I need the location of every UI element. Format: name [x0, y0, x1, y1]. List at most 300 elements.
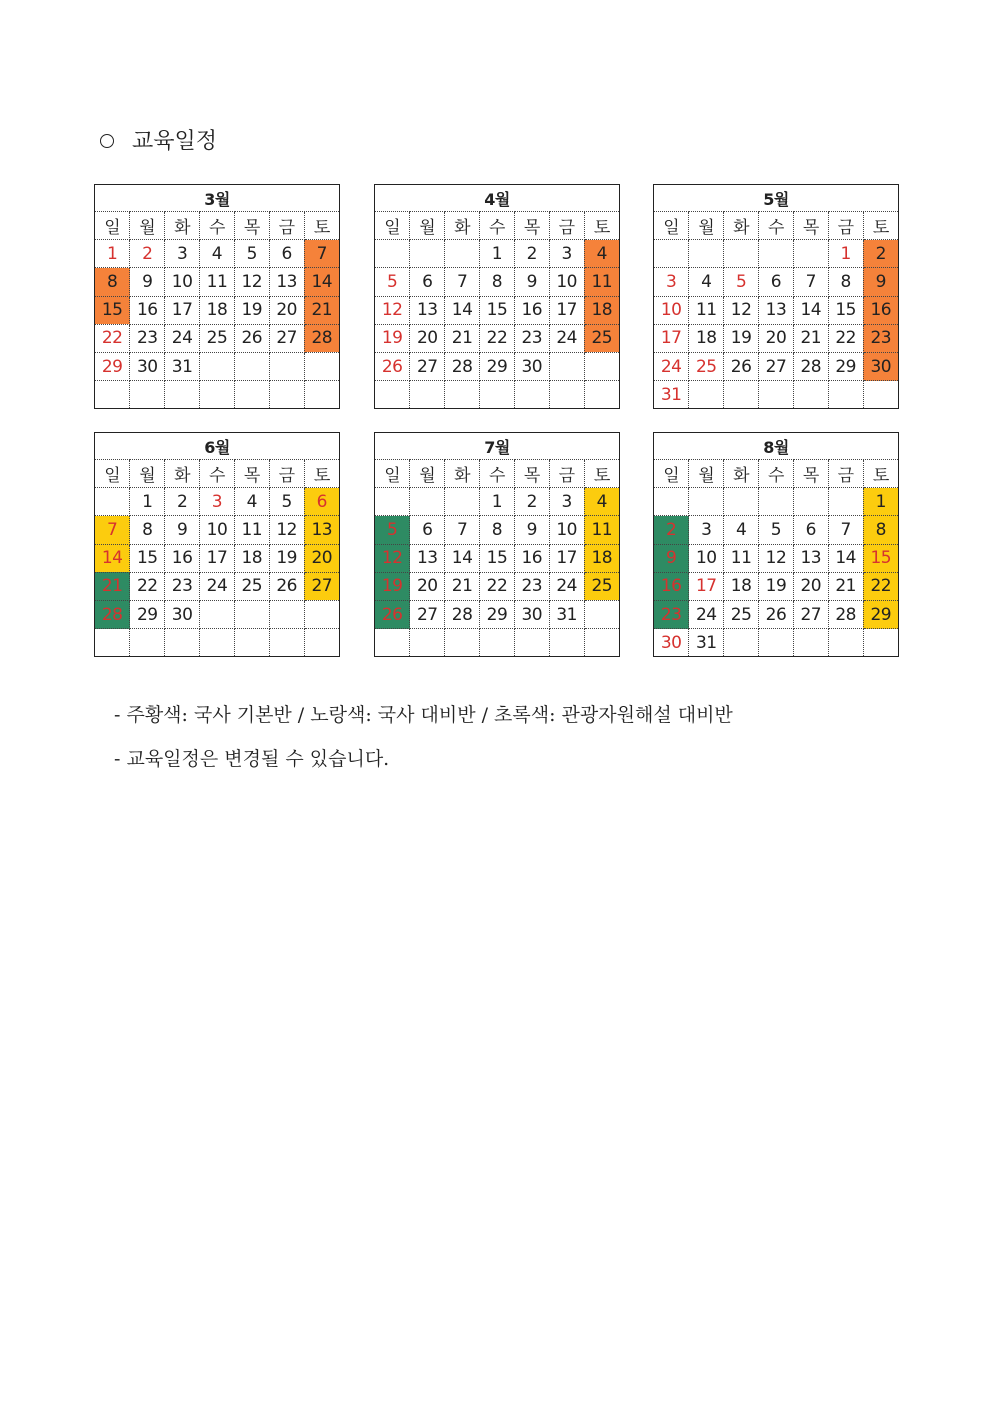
day-cell: 3	[654, 268, 689, 296]
day-cell: 3	[549, 488, 584, 516]
day-cell: 7	[304, 240, 339, 268]
day-cell: 7	[828, 516, 863, 544]
weekday-header: 월	[689, 212, 724, 240]
week-row	[375, 381, 619, 409]
day-cell	[234, 600, 269, 628]
day-cell	[445, 240, 480, 268]
day-cell: 12	[269, 516, 304, 544]
day-cell: 30	[863, 352, 898, 380]
day-cell: 17	[200, 544, 235, 572]
day-cell: 4	[584, 240, 619, 268]
day-cell	[480, 629, 515, 657]
day-cell: 29	[828, 352, 863, 380]
day-cell: 17	[549, 296, 584, 324]
day-cell: 18	[584, 296, 619, 324]
week-row	[654, 572, 898, 600]
day-cell: 8	[480, 268, 515, 296]
day-cell: 10	[549, 268, 584, 296]
day-cell: 12	[234, 268, 269, 296]
day-cell: 22	[863, 572, 898, 600]
day-cell: 16	[654, 572, 689, 600]
day-cell: 5	[269, 488, 304, 516]
month-label: 6월	[95, 433, 339, 460]
day-cell: 15	[828, 296, 863, 324]
week-row	[654, 516, 898, 544]
day-cell	[724, 488, 759, 516]
day-cell	[863, 629, 898, 657]
day-cell	[200, 629, 235, 657]
day-cell: 30	[165, 600, 200, 628]
week-row	[375, 352, 619, 380]
day-cell: 24	[549, 324, 584, 352]
month-calendar	[653, 184, 899, 409]
day-cell: 11	[584, 268, 619, 296]
day-cell: 21	[793, 324, 828, 352]
day-cell: 9	[514, 268, 549, 296]
day-cell: 21	[828, 572, 863, 600]
day-cell	[793, 240, 828, 268]
weekday-header: 수	[480, 212, 515, 240]
day-cell: 1	[863, 488, 898, 516]
day-cell	[375, 629, 410, 657]
day-cell: 31	[654, 381, 689, 409]
weekday-header: 금	[828, 460, 863, 488]
day-cell: 10	[549, 516, 584, 544]
day-cell: 19	[724, 324, 759, 352]
week-row	[654, 324, 898, 352]
day-cell	[828, 488, 863, 516]
week-row	[654, 600, 898, 628]
week-row	[375, 296, 619, 324]
week-row	[95, 544, 339, 572]
day-cell: 21	[304, 296, 339, 324]
week-row	[375, 572, 619, 600]
day-cell: 6	[759, 268, 794, 296]
day-cell: 28	[793, 352, 828, 380]
day-cell: 4	[200, 240, 235, 268]
day-cell: 25	[689, 352, 724, 380]
day-cell: 23	[514, 324, 549, 352]
day-cell: 16	[514, 296, 549, 324]
day-cell: 27	[269, 324, 304, 352]
day-cell: 20	[410, 572, 445, 600]
day-cell: 29	[130, 600, 165, 628]
day-cell: 7	[445, 268, 480, 296]
day-cell: 27	[304, 572, 339, 600]
day-cell: 3	[549, 240, 584, 268]
weekday-header: 수	[759, 460, 794, 488]
day-cell: 21	[95, 572, 130, 600]
day-cell: 7	[445, 516, 480, 544]
day-cell: 4	[724, 516, 759, 544]
day-cell: 15	[130, 544, 165, 572]
weekday-header: 일	[95, 212, 130, 240]
day-cell: 2	[654, 516, 689, 544]
day-cell: 11	[234, 516, 269, 544]
month-label: 3월	[95, 185, 339, 212]
day-cell: 22	[95, 324, 130, 352]
day-cell: 19	[375, 572, 410, 600]
day-cell: 6	[269, 240, 304, 268]
weekday-header: 토	[304, 212, 339, 240]
day-cell: 29	[480, 352, 515, 380]
day-cell: 13	[410, 296, 445, 324]
day-cell	[549, 381, 584, 409]
day-cell	[375, 240, 410, 268]
day-cell: 9	[165, 516, 200, 544]
day-cell: 10	[200, 516, 235, 544]
day-cell	[654, 488, 689, 516]
week-row	[95, 516, 339, 544]
day-cell	[759, 488, 794, 516]
day-cell: 22	[480, 324, 515, 352]
day-cell: 28	[95, 600, 130, 628]
day-cell: 23	[863, 324, 898, 352]
day-cell	[759, 381, 794, 409]
weekday-header: 토	[863, 460, 898, 488]
day-cell	[445, 381, 480, 409]
day-cell: 28	[445, 600, 480, 628]
day-cell: 13	[304, 516, 339, 544]
day-cell: 25	[724, 600, 759, 628]
month-calendar	[374, 184, 620, 409]
day-cell: 21	[445, 324, 480, 352]
day-cell: 8	[863, 516, 898, 544]
day-cell: 5	[759, 516, 794, 544]
week-row	[654, 544, 898, 572]
day-cell	[269, 600, 304, 628]
day-cell	[724, 381, 759, 409]
day-cell	[863, 381, 898, 409]
day-cell: 17	[654, 324, 689, 352]
day-cell	[480, 381, 515, 409]
day-cell	[410, 488, 445, 516]
weekday-header: 토	[584, 460, 619, 488]
day-cell: 17	[165, 296, 200, 324]
day-cell	[410, 240, 445, 268]
day-cell: 27	[410, 600, 445, 628]
month-label: 8월	[654, 433, 898, 460]
week-row	[375, 324, 619, 352]
day-cell: 19	[269, 544, 304, 572]
day-cell: 12	[759, 544, 794, 572]
day-cell	[584, 600, 619, 628]
weekday-header: 수	[759, 212, 794, 240]
day-cell: 30	[514, 600, 549, 628]
day-cell: 28	[304, 324, 339, 352]
week-row	[654, 268, 898, 296]
day-cell	[234, 629, 269, 657]
day-cell: 5	[375, 268, 410, 296]
weekday-header: 화	[165, 212, 200, 240]
month-label: 5월	[654, 185, 898, 212]
day-cell: 27	[759, 352, 794, 380]
week-row	[654, 381, 898, 409]
day-cell: 4	[689, 268, 724, 296]
day-cell: 11	[584, 516, 619, 544]
day-cell: 29	[863, 600, 898, 628]
weekday-header: 목	[514, 460, 549, 488]
day-cell	[269, 629, 304, 657]
day-cell: 4	[584, 488, 619, 516]
day-cell: 6	[410, 268, 445, 296]
weekday-header: 토	[863, 212, 898, 240]
weekday-header: 화	[724, 460, 759, 488]
day-cell: 7	[95, 516, 130, 544]
day-cell: 26	[269, 572, 304, 600]
day-cell	[95, 381, 130, 409]
notes	[114, 700, 733, 788]
day-cell	[375, 488, 410, 516]
day-cell: 9	[514, 516, 549, 544]
day-cell: 19	[759, 572, 794, 600]
weekday-header: 수	[200, 212, 235, 240]
weekday-header: 화	[445, 212, 480, 240]
month-calendar	[653, 432, 899, 657]
day-cell	[793, 629, 828, 657]
week-row	[654, 240, 898, 268]
weekday-header: 월	[410, 212, 445, 240]
day-cell: 20	[269, 296, 304, 324]
legend-note: - 주황색: 국사 기본반 / 노랑색: 국사 대비반 / 초록색: 관광자원해설 대비반	[114, 704, 733, 726]
day-cell	[95, 488, 130, 516]
day-cell: 31	[549, 600, 584, 628]
week-row	[375, 629, 619, 657]
day-cell: 3	[200, 488, 235, 516]
day-cell	[269, 352, 304, 380]
week-row	[95, 600, 339, 628]
day-cell: 27	[410, 352, 445, 380]
day-cell: 1	[130, 488, 165, 516]
day-cell	[828, 629, 863, 657]
day-cell: 15	[480, 296, 515, 324]
weekday-header: 월	[689, 460, 724, 488]
day-cell	[584, 381, 619, 409]
day-cell	[234, 381, 269, 409]
day-cell: 25	[584, 324, 619, 352]
day-cell	[759, 240, 794, 268]
day-cell: 21	[445, 572, 480, 600]
week-row	[375, 516, 619, 544]
day-cell: 12	[375, 296, 410, 324]
month-label: 7월	[375, 433, 619, 460]
day-cell: 31	[689, 629, 724, 657]
day-cell: 3	[165, 240, 200, 268]
day-cell	[549, 352, 584, 380]
weekday-header: 수	[200, 460, 235, 488]
day-cell: 13	[793, 544, 828, 572]
day-cell: 16	[130, 296, 165, 324]
weekday-header: 화	[165, 460, 200, 488]
day-cell	[514, 381, 549, 409]
day-cell: 23	[130, 324, 165, 352]
day-cell	[165, 629, 200, 657]
day-cell	[165, 381, 200, 409]
week-row	[654, 629, 898, 657]
day-cell: 19	[375, 324, 410, 352]
weekday-header: 일	[654, 460, 689, 488]
week-row	[375, 600, 619, 628]
day-cell	[304, 600, 339, 628]
day-cell	[130, 629, 165, 657]
day-cell: 1	[828, 240, 863, 268]
weekday-header: 수	[480, 460, 515, 488]
day-cell: 10	[165, 268, 200, 296]
day-cell: 29	[480, 600, 515, 628]
day-cell	[654, 240, 689, 268]
day-cell: 1	[95, 240, 130, 268]
day-cell: 5	[375, 516, 410, 544]
day-cell: 2	[514, 240, 549, 268]
week-row	[95, 488, 339, 516]
day-cell: 3	[689, 516, 724, 544]
day-cell: 27	[793, 600, 828, 628]
day-cell	[269, 381, 304, 409]
day-cell: 20	[759, 324, 794, 352]
weekday-header: 화	[445, 460, 480, 488]
weekday-header: 금	[549, 460, 584, 488]
day-cell: 9	[654, 544, 689, 572]
week-row	[95, 296, 339, 324]
day-cell: 24	[200, 572, 235, 600]
day-cell: 26	[234, 324, 269, 352]
weekday-header: 토	[304, 460, 339, 488]
week-row	[95, 324, 339, 352]
day-cell: 16	[165, 544, 200, 572]
day-cell: 11	[724, 544, 759, 572]
day-cell	[689, 381, 724, 409]
day-cell	[759, 629, 794, 657]
day-cell	[130, 381, 165, 409]
day-cell: 4	[234, 488, 269, 516]
day-cell	[304, 629, 339, 657]
day-cell: 7	[793, 268, 828, 296]
day-cell: 25	[200, 324, 235, 352]
day-cell	[200, 600, 235, 628]
weekday-header: 일	[375, 212, 410, 240]
day-cell: 13	[269, 268, 304, 296]
day-cell	[445, 488, 480, 516]
day-cell: 6	[410, 516, 445, 544]
day-cell: 24	[549, 572, 584, 600]
day-cell: 17	[549, 544, 584, 572]
day-cell: 28	[445, 352, 480, 380]
day-cell: 12	[375, 544, 410, 572]
day-cell: 30	[130, 352, 165, 380]
day-cell	[793, 488, 828, 516]
day-cell: 2	[863, 240, 898, 268]
title-text: 교육일정	[132, 129, 218, 154]
day-cell: 15	[95, 296, 130, 324]
day-cell: 23	[654, 600, 689, 628]
day-cell: 10	[654, 296, 689, 324]
day-cell: 31	[165, 352, 200, 380]
day-cell: 8	[130, 516, 165, 544]
circle-bullet-icon	[100, 134, 114, 148]
day-cell: 5	[724, 268, 759, 296]
day-cell: 14	[445, 544, 480, 572]
day-cell	[724, 629, 759, 657]
day-cell: 20	[304, 544, 339, 572]
day-cell: 25	[584, 572, 619, 600]
weekday-header: 목	[234, 212, 269, 240]
day-cell: 12	[724, 296, 759, 324]
day-cell: 24	[654, 352, 689, 380]
day-cell: 20	[410, 324, 445, 352]
day-cell	[445, 629, 480, 657]
month-calendar	[94, 184, 340, 409]
week-row	[95, 268, 339, 296]
week-row	[375, 544, 619, 572]
day-cell: 16	[863, 296, 898, 324]
day-cell	[410, 381, 445, 409]
day-cell: 8	[480, 516, 515, 544]
day-cell	[234, 352, 269, 380]
day-cell	[793, 381, 828, 409]
day-cell: 24	[689, 600, 724, 628]
day-cell: 8	[828, 268, 863, 296]
day-cell	[828, 381, 863, 409]
weekday-header: 목	[514, 212, 549, 240]
day-cell	[549, 629, 584, 657]
day-cell: 17	[689, 572, 724, 600]
day-cell: 26	[759, 600, 794, 628]
day-cell: 14	[793, 296, 828, 324]
day-cell: 15	[863, 544, 898, 572]
day-cell: 20	[793, 572, 828, 600]
day-cell: 18	[584, 544, 619, 572]
week-row	[654, 296, 898, 324]
day-cell: 26	[724, 352, 759, 380]
day-cell: 26	[375, 352, 410, 380]
day-cell: 2	[514, 488, 549, 516]
day-cell: 22	[130, 572, 165, 600]
change-note: - 교육일정은 변경될 수 있습니다.	[114, 748, 390, 770]
weekday-header: 일	[654, 212, 689, 240]
day-cell	[410, 629, 445, 657]
week-row	[654, 352, 898, 380]
day-cell	[584, 629, 619, 657]
weekday-header: 목	[234, 460, 269, 488]
section-title	[100, 124, 217, 155]
day-cell: 30	[654, 629, 689, 657]
day-cell: 19	[234, 296, 269, 324]
day-cell: 2	[165, 488, 200, 516]
day-cell: 23	[514, 572, 549, 600]
day-cell	[200, 381, 235, 409]
day-cell: 29	[95, 352, 130, 380]
day-cell	[375, 381, 410, 409]
day-cell: 25	[234, 572, 269, 600]
day-cell	[689, 240, 724, 268]
day-cell: 9	[863, 268, 898, 296]
day-cell: 1	[480, 240, 515, 268]
day-cell: 26	[375, 600, 410, 628]
day-cell	[95, 629, 130, 657]
day-cell: 11	[200, 268, 235, 296]
day-cell	[514, 629, 549, 657]
weekday-header: 월	[410, 460, 445, 488]
weekday-header: 일	[95, 460, 130, 488]
month-calendar	[374, 432, 620, 657]
day-cell: 22	[480, 572, 515, 600]
week-row	[95, 381, 339, 409]
week-row	[95, 572, 339, 600]
day-cell: 10	[689, 544, 724, 572]
day-cell: 2	[130, 240, 165, 268]
day-cell: 22	[828, 324, 863, 352]
day-cell: 14	[445, 296, 480, 324]
